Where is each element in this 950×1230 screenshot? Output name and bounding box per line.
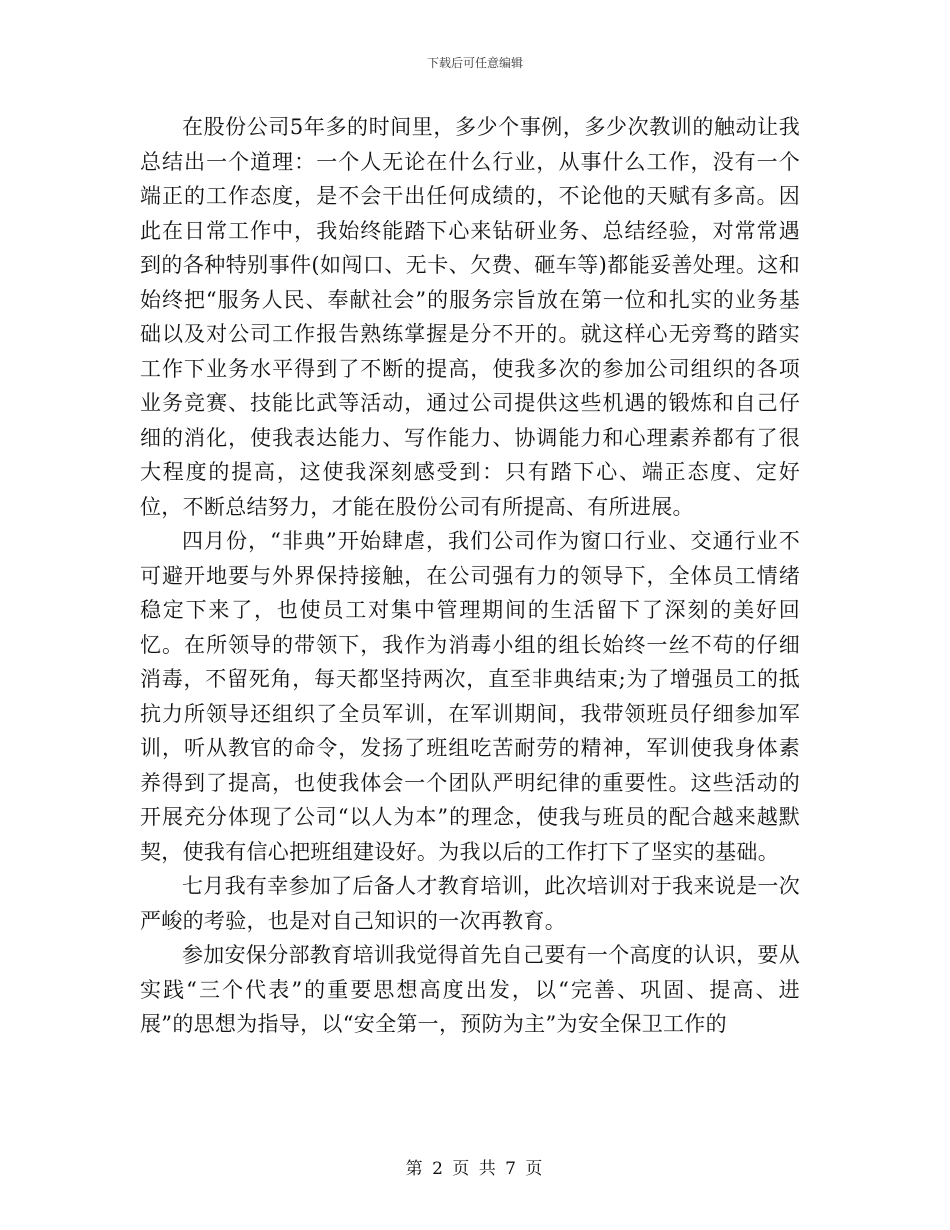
document-body bbox=[140, 110, 800, 1042]
paragraph-1: 在股份公司5年多的时间里，多少个事例，多少次教训的触动让我总结出一个道理：一个人无论在什么行业，从事什么工作，没有一个端正的工作态度，是不会干出任何成绩的，不论他的天赋有多高。因此在日常工作中，我始终能踏下心来钻研业务、总结经验，对常常遇到的各种特别事件(如闯口、无卡、欠费、砸车等)都能妥善处理。这和始终把“服务人民、奉献社会”的服务宗旨放在第一位和扎实的业务基础以及对公司工作报告熟练掌握是分不开的。就这样心无旁骛的踏实工作下业务水平得到了不断的提高，使我多次的参加公司组织的各项业务竞赛、技能比武等活动，通过公司提供这些机遇的锻炼和自己仔细的消化，使我表达能力、写作能力、协调能力和心理素养都有了很大程度的提高，这使我深刻感受到：只有踏下心、端正态度、定好位，不断总结努力，才能在股份公司有所提高、有所进展。 bbox=[140, 115, 800, 519]
paragraph-3: 七月我有幸参加了后备人才教育培训，此次培训对于我来说是一次严峻的考验，也是对自己知识的一次再教育。 bbox=[140, 874, 800, 933]
page-number-footer: 第 2 页 共 7 页 bbox=[405, 1159, 545, 1179]
page-header: 下载后可任意编辑 bbox=[426, 56, 523, 70]
paragraph-4: 参加安保分部教育培训我觉得首先自己要有一个高度的认识，要从实践“三个代表”的重要思想高度出发，以“完善、巩固、提高、进展”的思想为指导，以“安全第一，预防为主”为安全保卫工作的 bbox=[140, 943, 800, 1036]
paragraph-2: 四月份，“非典”开始肆虐，我们公司作为窗口行业、交通行业不可避开地要与外界保持接触，在公司强有力的领导下，全体员工情绪稳定下来了，也使员工对集中管理期间的生活留下了深刻的美好回忆。在所领导的带领下，我作为消毒小组的组长始终一丝不苟的仔细消毒，不留死角，每天都坚持两次，直至非典结束;为了增强员工的抵抗力所领导还组织了全员军训，在军训期间，我带领班员仔细参加军训，听从教官的命令，发扬了班组吃苦耐劳的精神，军训使我身体素养得到了提高，也使我体会一个团队严明纪律的重要性。这些活动的开展充分体现了公司“以人为本”的理念，使我与班员的配合越来越默契，使我有信心把班组建设好。为我以后的工作打下了坚实的基础。 bbox=[140, 529, 800, 864]
